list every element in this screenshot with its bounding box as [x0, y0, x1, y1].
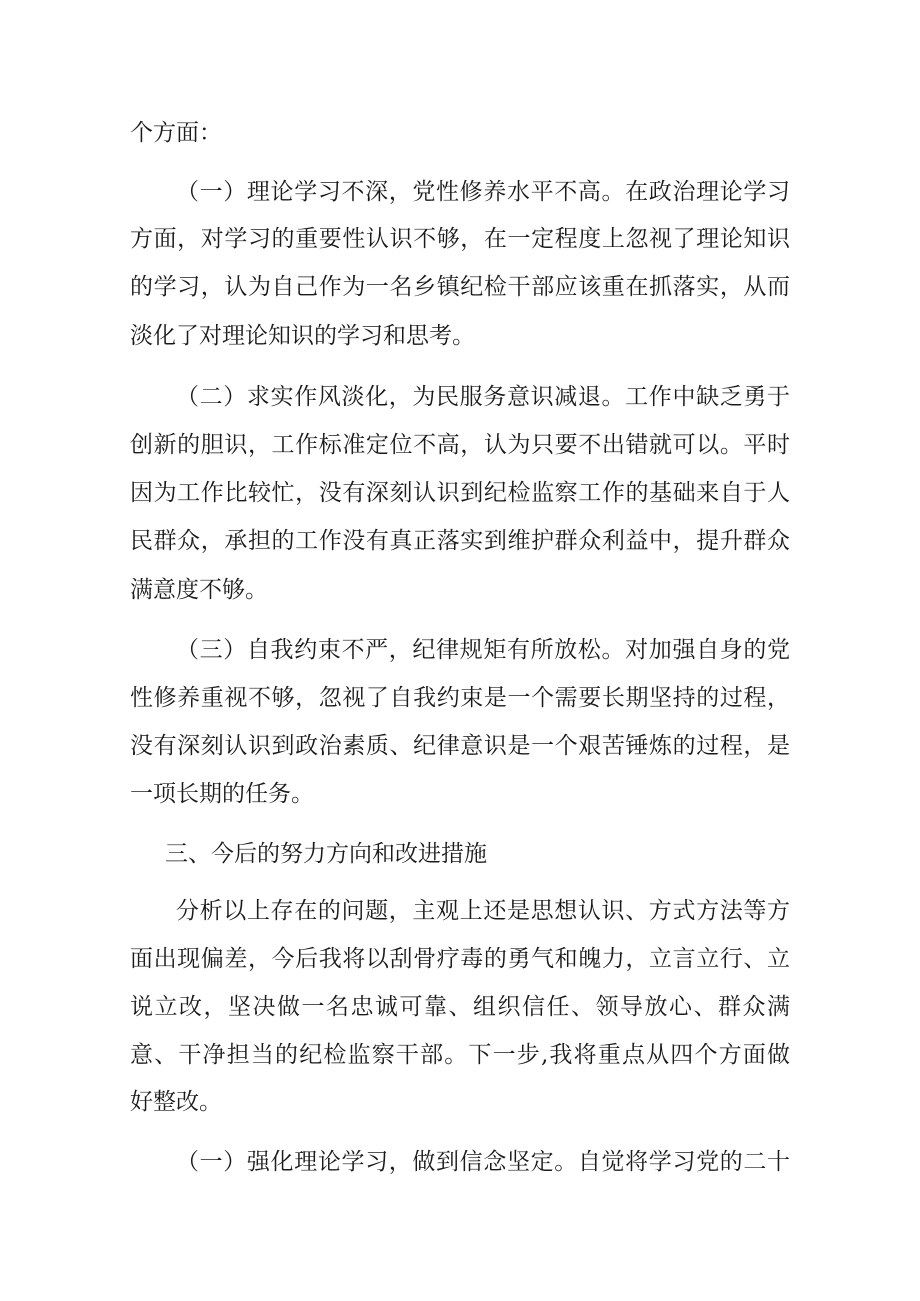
text-line: 民群众，承担的工作没有真正落实到维护群众利益中，提升群众 [130, 528, 790, 554]
text-line: 方面，对学习的重要性认识不够，在一定程度上忽视了理论知识 [130, 226, 790, 252]
text-line: 的学习，认为自己作为一名乡镇纪检干部应该重在抓落实，从而 [130, 274, 790, 300]
text-line: 说立改，坚决做一名忠诚可靠、组织信任、领导放心、群众满 [130, 994, 790, 1020]
text-line: 因为工作比较忙，没有深刻认识到纪检监察工作的基础来自于人 [130, 480, 790, 506]
text-line: 分析以上存在的问题，主观上还是思想认识、方式方法等方 [176, 898, 790, 924]
section-heading: 三、今后的努力方向和改进措施 [165, 841, 487, 867]
text-line: 没有深刻认识到政治素质、纪律意识是一个艰苦锤炼的过程，是 [130, 733, 790, 759]
text-line: 个方面： [130, 120, 222, 146]
text-line: （一）理论学习不深，党性修养水平不高。在政治理论学习 [176, 179, 790, 205]
text-line: （三）自我约束不严，纪律规矩有所放松。对加强自身的党 [176, 637, 790, 663]
text-line: （一）强化理论学习，做到信念坚定。自觉将学习党的二十 [176, 1149, 790, 1175]
text-line: 面出现偏差，今后我将以刮骨疗毒的勇气和魄力，立言立行、立 [130, 946, 790, 972]
text-line: 性修养重视不够，忽视了自我约束是一个需要长期坚持的过程， [130, 685, 790, 711]
text-line: 一项长期的任务。 [130, 781, 314, 807]
text-line: 创新的胆识，工作标准定位不高，认为只要不出错就可以。平时 [130, 432, 790, 458]
text-line: （二）求实作风淡化，为民服务意识减退。工作中缺乏勇于 [176, 384, 790, 410]
text-line: 意、干净担当的纪检监察干部。下一步,我将重点从四个方面做 [130, 1042, 790, 1068]
text-line: 满意度不够。 [130, 577, 268, 603]
text-line: 淡化了对理论知识的学习和思考。 [130, 323, 475, 349]
text-line: 好整改。 [130, 1089, 222, 1115]
